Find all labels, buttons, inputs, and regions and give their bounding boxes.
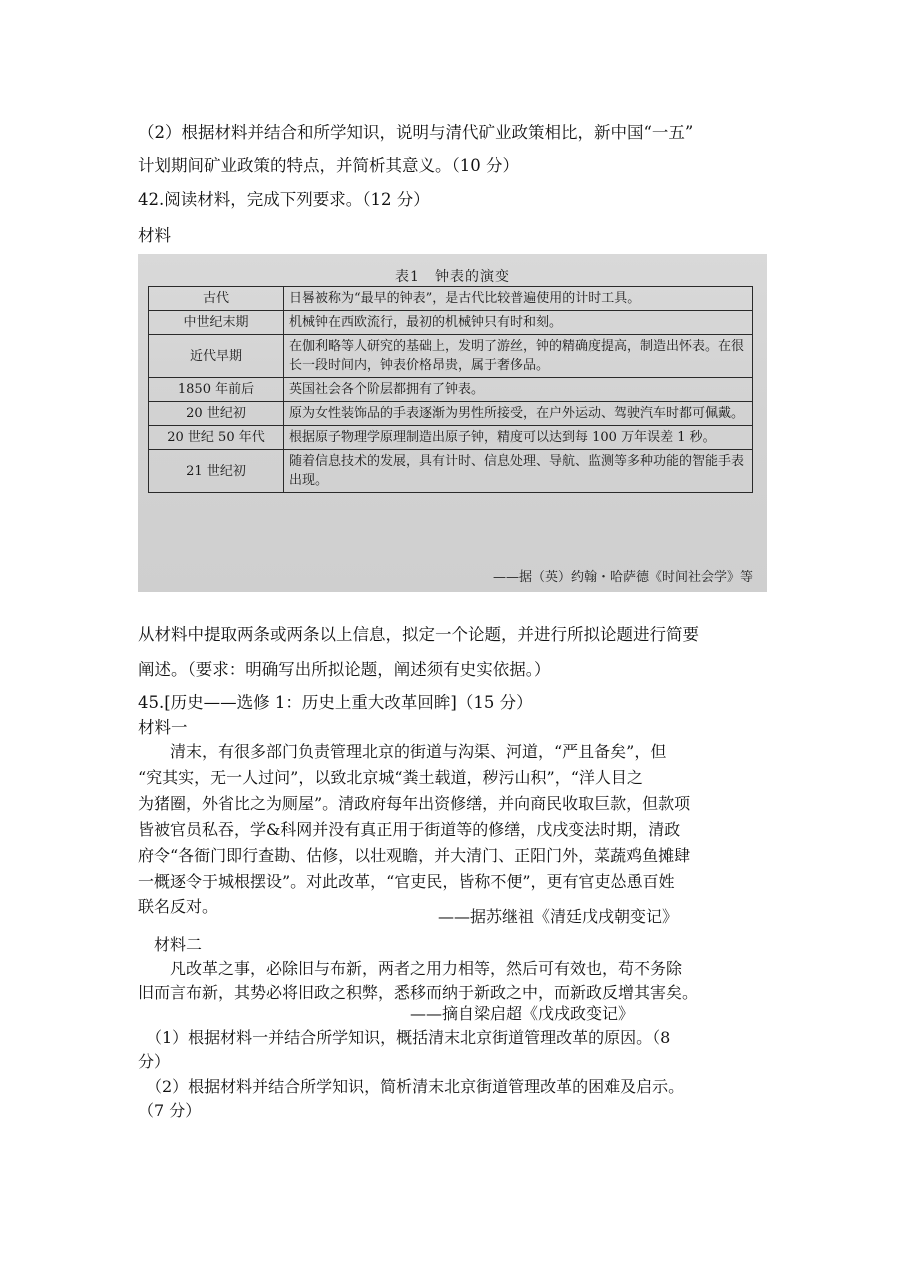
q42-heading: 42.阅读材料，完成下列要求。（12 分）	[138, 190, 430, 209]
table-title: 表1 钟表的演变	[395, 269, 510, 285]
q45-m1-source: ——据苏继祖《清廷戊戌朝变记》	[438, 907, 679, 926]
q45-q2-line2: （7 分）	[138, 1101, 202, 1120]
table-source: ——据（英）约翰・哈萨德《时间社会学》等	[492, 570, 753, 585]
table-row	[149, 311, 753, 335]
table-row	[149, 450, 753, 493]
q45-m1-line: 皆被官员私吞，学&科网并没有真正用于街道等的修缮，戊戌变法时期，清政	[138, 820, 681, 839]
table-row	[149, 402, 753, 426]
table-row	[149, 426, 753, 450]
q45-q1-line2: 分）	[138, 1052, 171, 1071]
q45-m1-line: 联名反对。	[138, 897, 219, 916]
q42-task-line1: 从材料中提取两条或两条以上信息，拟定一个论题，并进行所拟论题进行简要	[138, 625, 699, 644]
q45-heading: 45.[历史——选修 1：历史上重大改革回眸]（15 分）	[138, 693, 533, 712]
era-cell: 中世纪末期	[149, 311, 284, 335]
q45-m2-line: 凡改革之事，必除旧与布新，两者之用力相等，然后可有效也，苟不务除	[138, 959, 683, 978]
q45-q2-line1: （2）根据材料并结合所学知识，简析清末北京街道管理改革的困难及启示。	[138, 1077, 685, 1096]
q41-part2-line1: （2）根据材料并结合和所学知识，说明与清代矿业政策相比，新中国“一五”	[138, 123, 694, 142]
desc-cell: 根据原子物理学原理制造出原子钟，精度可以达到每 100 万年误差 1 秒。	[284, 426, 753, 450]
desc-cell: 原为女性装饰品的手表逐渐为男性所接受，在户外运动、驾驶汽车时都可佩戴。	[284, 402, 753, 426]
desc-cell: 日晷被称为“最早的钟表”，是古代比较普遍使用的计时工具。	[284, 287, 753, 311]
era-cell: 近代早期	[149, 335, 284, 378]
q45-m1-line: 府令“各衙门即行查勘、估修，以壮观瞻，并大清门、正阳门外，菜蔬鸡鱼摊肆	[138, 846, 691, 865]
table-row	[149, 287, 753, 311]
table-photo	[138, 254, 767, 592]
q42-material-label: 材料	[138, 226, 171, 245]
q45-m2-source: ——摘自梁启超《戊戌政变记》	[410, 1004, 635, 1023]
q45-material2-label: 材料二	[138, 935, 203, 954]
clock-evolution-table	[148, 286, 753, 493]
desc-cell: 在伽利略等人研究的基础上，发明了游丝，钟的精确度提高，制造出怀表。在很长一段时间内，钟表价格昂贵，属于奢侈品。	[284, 335, 753, 378]
q45-m1-line: 一概逐令于城根摆设”。对此改革，“官吏民，皆称不便”，更有官吏怂恿百姓	[138, 872, 675, 891]
q45-material1-label: 材料一	[138, 718, 188, 737]
table-row	[149, 335, 753, 378]
table-row	[149, 378, 753, 402]
q45-q1-line1: （1）根据材料一并结合所学知识，概括清末北京街道管理改革的原因。（8	[138, 1028, 671, 1047]
q42-task-line2: 阐述。（要求：明确写出所拟论题，阐述须有史实依据。）	[138, 660, 551, 679]
q45-m2-line: 旧而言布新，其势必将旧政之积弊，悉移而纳于新政之中，而新政反增其害矣。	[138, 983, 699, 1002]
q41-part2-line2: 计划期间矿业政策的特点，并简析其意义。（10 分）	[138, 156, 519, 175]
desc-cell: 机械钟在西欧流行，最初的机械钟只有时和刻。	[284, 311, 753, 335]
era-cell: 21 世纪初	[149, 450, 284, 493]
era-cell: 20 世纪 50 年代	[149, 426, 284, 450]
q45-m1-line: 清末，有很多部门负责管理北京的街道与沟渠、河道，“严且备矣”，但	[138, 742, 667, 761]
desc-cell: 英国社会各个阶层都拥有了钟表。	[284, 378, 753, 402]
era-cell: 20 世纪初	[149, 402, 284, 426]
era-cell: 古代	[149, 287, 284, 311]
era-cell: 1850 年前后	[149, 378, 284, 402]
q45-m1-line: “究其实，无一人过问”，以致北京城“粪土载道，秽污山积”，“洋人目之	[138, 768, 643, 787]
q45-m1-line: 为猪圈，外省比之为厕屋”。清政府每年出资修缮，并向商民收取巨款，但款项	[138, 794, 691, 813]
desc-cell: 随着信息技术的发展，具有计时、信息处理、导航、监测等多种功能的智能手表出现。	[284, 450, 753, 493]
